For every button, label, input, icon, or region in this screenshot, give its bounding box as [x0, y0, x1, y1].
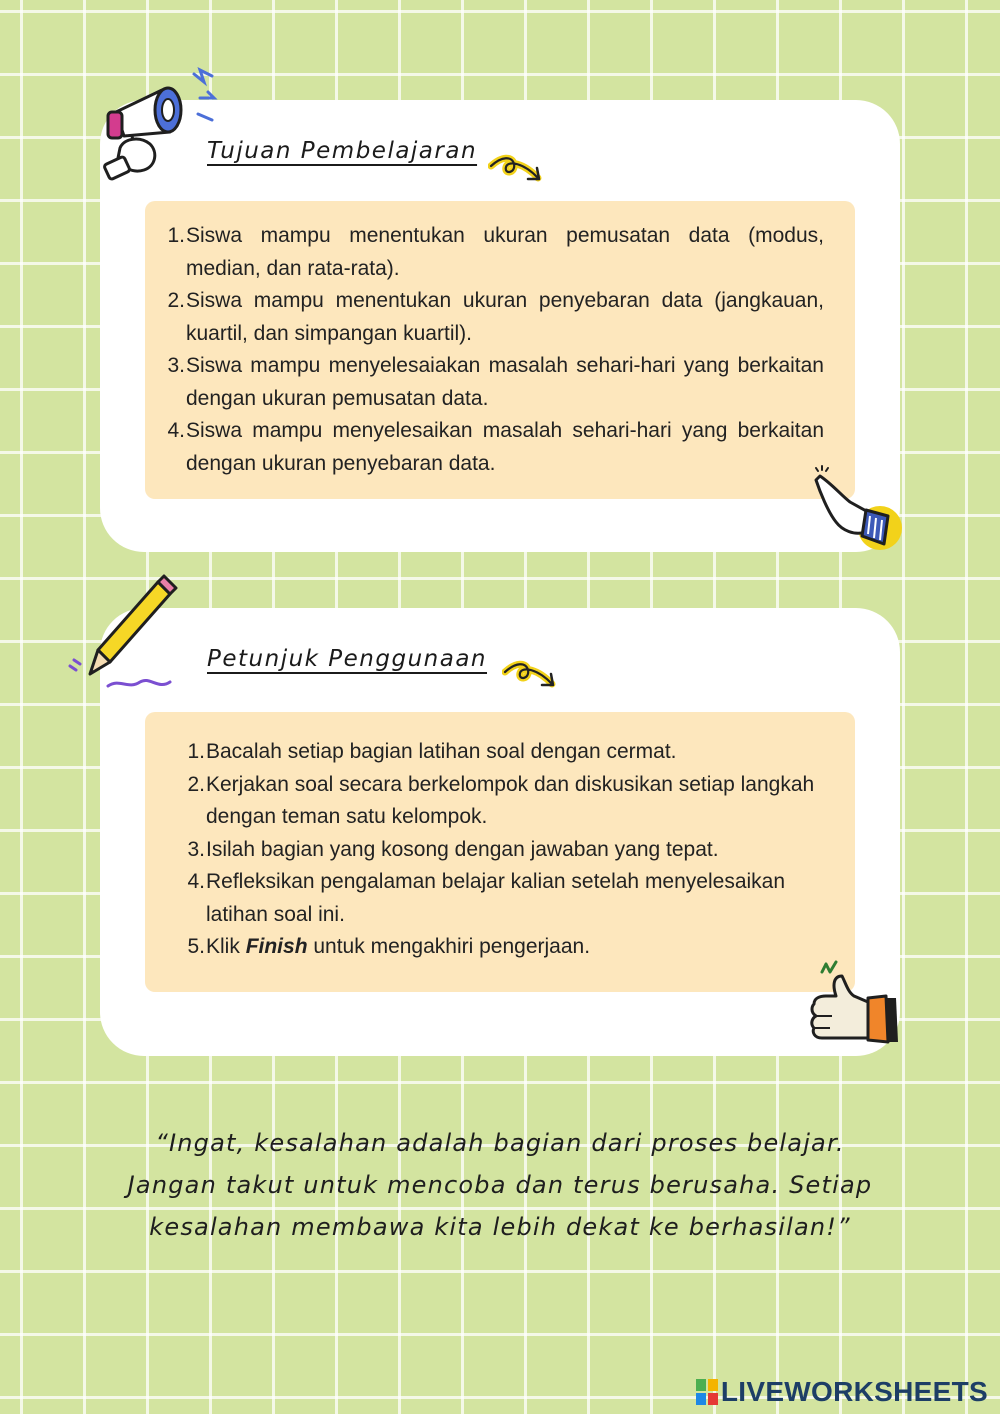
usage-instructions-list: [182, 736, 824, 964]
curly-arrow-icon: [488, 154, 552, 188]
list-item: 4. Siswa mampu menyelesaikan masalah sehari-hari yang berkaitan dengan ukuran penyebaran data.: [167, 419, 824, 475]
megaphone-icon: [96, 62, 236, 192]
quote-line: “Ingat, kesalahan adalah bagian dari proses belajar.: [155, 1129, 845, 1157]
list-item: 3. Isilah bagian yang kosong dengan jawaban yang tepat.: [187, 837, 719, 861]
list-item: 3. Siswa mampu menyelesaiakan masalah sehari-hari yang berkaitan dengan ukuran pemusatan data.: [167, 354, 824, 410]
quote-line: Jangan takut untuk mencoba dan terus berusaha. Setiap: [127, 1171, 873, 1199]
liveworksheets-branding[interactable]: [696, 1376, 988, 1408]
usage-instructions-title: Petunjuk Penggunaan: [207, 646, 488, 672]
finish-keyword: Finish: [245, 935, 308, 958]
liveworksheets-logo-icon: [696, 1379, 718, 1405]
motivational-quote: [110, 1122, 890, 1248]
list-item: 5. Klik Finish untuk mengakhiri pengerjaan.: [187, 935, 591, 958]
usage-instructions-card: [100, 608, 900, 1056]
brand-name: LIVEWORKSHEETS: [720, 1376, 988, 1407]
thumbs-up-icon: [802, 958, 902, 1056]
list-item: 4. Refleksikan pengalaman belajar kalian setelah menyelesaikan latihan soal ini.: [187, 870, 786, 926]
list-item: 1. Bacalah setiap bagian latihan soal dengan cermat.: [187, 740, 677, 763]
list-item: 2. Kerjakan soal secara berkelompok dan diskusikan setiap langkah dengan teman satu kelompok.: [187, 772, 815, 828]
quote-line: kesalahan membawa kita lebih dekat ke berhasilan!”: [149, 1213, 851, 1241]
learning-objectives-title: Tujuan Pembelajaran: [207, 138, 478, 164]
curly-arrow-icon: [502, 660, 566, 694]
learning-objectives-panel: [145, 201, 855, 499]
list-item: 1. Siswa mampu menentukan ukuran pemusatan data (modus, median, dan rata-rata).: [167, 224, 824, 280]
learning-objectives-list: [162, 220, 824, 480]
pointing-hand-icon: [810, 462, 904, 554]
usage-instructions-panel: [145, 712, 855, 992]
pencil-icon: [66, 574, 186, 694]
list-item: 2. Siswa mampu menentukan ukuran penyebaran data (jangkauan, kuartil, dan simpangan kuartil).: [167, 289, 824, 345]
